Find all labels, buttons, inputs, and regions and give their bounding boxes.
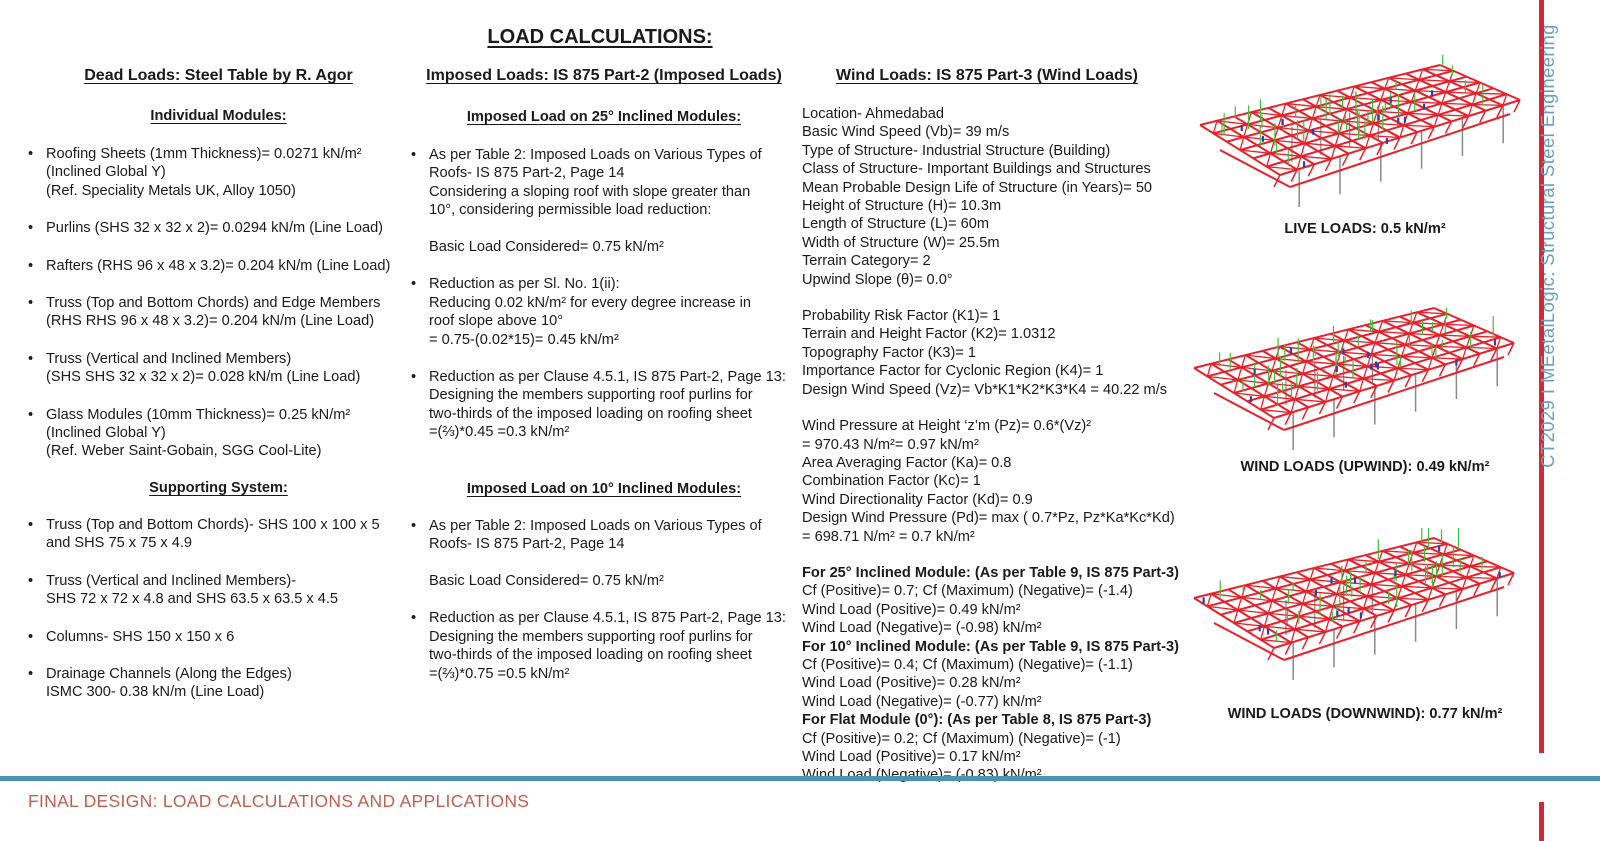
list-item-line: = 0.75-(0.02*15)= 0.45 kN/m² bbox=[429, 331, 619, 348]
list-item-line: (SHS SHS 32 x 32 x 2)= 0.028 kN/m (Line Load) bbox=[46, 369, 361, 386]
list-item bbox=[26, 257, 411, 275]
list-item-line: Basic Load Considered= 0.75 kN/m² bbox=[429, 239, 664, 256]
list-item-line: SHS 72 x 72 x 4.8 and SHS 63.5 x 63.5 x 4.5 bbox=[46, 591, 339, 608]
wind-line: Upwind Slope (θ)= 0.0° bbox=[802, 271, 953, 288]
list-item-line: two-thirds of the imposed loading on roofing sheet bbox=[429, 405, 752, 422]
wind-downwind-model bbox=[1184, 528, 1524, 693]
list-item bbox=[26, 406, 411, 461]
supporting-system-heading: Supporting System: bbox=[149, 479, 288, 496]
individual-modules-list bbox=[26, 145, 411, 461]
list-item bbox=[26, 572, 411, 609]
course-label: CT2029 I MEetalLogic: Structural Steel Engineering bbox=[1537, 24, 1558, 468]
accent-bar-bottom bbox=[1539, 802, 1544, 841]
list-item-line: roof slope above 10° bbox=[429, 313, 564, 330]
wind-line: Cf (Positive)= 0.7; Cf (Maximum) (Negative)= (-1.4) bbox=[802, 583, 1133, 600]
wind-downwind-caption: WIND LOADS (DOWNWIND): 0.77 kN/m² bbox=[1227, 706, 1503, 722]
wind-line: Area Averaging Factor (Ka)= 0.8 bbox=[802, 454, 1012, 471]
list-item-line: • As per Table 2: Imposed Loads on Various Types of bbox=[429, 517, 762, 534]
wind-line: For 10° Inclined Module: (As per Table 9, IS 875 Part-3) bbox=[802, 638, 1179, 655]
wind-line: = 970.43 N/m²= 0.97 kN/m² bbox=[802, 436, 979, 453]
list-item bbox=[26, 219, 411, 237]
list-item-line: • Roofing Sheets (1mm Thickness)= 0.0271 kN/m² bbox=[46, 146, 362, 162]
wind-line: Wind Load (Negative)= (-0.77) kN/m² bbox=[802, 693, 1042, 710]
wind-line: Mean Probable Design Life of Structure (in Years)= 50 bbox=[802, 179, 1153, 196]
list-item-line: Designing the members supporting roof purlins for bbox=[429, 387, 753, 404]
wind-line: Cf (Positive)= 0.4; Cf (Maximum) (Negative)= (-1.1) bbox=[802, 656, 1133, 673]
list-item-line: Reducing 0.02 kN/m² for every degree increase in bbox=[429, 294, 752, 311]
list-item bbox=[409, 368, 799, 442]
list-item-line: ISMC 300- 0.38 kN/m (Line Load) bbox=[46, 684, 265, 701]
list-item-line: Basic Load Considered= 0.75 kN/m² bbox=[429, 572, 664, 589]
wind-line: Topography Factor (K3)= 1 bbox=[802, 344, 976, 361]
wind-line: Wind Load (Negative)= (-0.98) kN/m² bbox=[802, 620, 1042, 637]
list-item bbox=[26, 516, 411, 553]
dead-loads-heading: Dead Loads: Steel Table by R. Agor bbox=[84, 67, 353, 84]
list-item-line: • Purlins (SHS 32 x 32 x 2)= 0.0294 kN/m (Line Load) bbox=[46, 220, 384, 237]
list-item-line: (RHS RHS 96 x 48 x 3.2)= 0.204 kN/m (Line Load) bbox=[46, 313, 375, 330]
list-item-line: • Truss (Vertical and Inclined Members) bbox=[46, 350, 292, 367]
wind-line: Wind Load (Positive)= 0.17 kN/m² bbox=[802, 749, 1021, 765]
list-item-line: 10°, considering permissible load reduction: bbox=[429, 202, 712, 219]
wind-upwind-caption: WIND LOADS (UPWIND): 0.49 kN/m² bbox=[1240, 459, 1490, 475]
wind-line: Combination Factor (Kc)= 1 bbox=[802, 473, 981, 490]
list-item-line: =(⅔)*0.75 =0.5 kN/m² bbox=[429, 665, 570, 682]
wind-line: Wind Load (Positive)= 0.49 kN/m² bbox=[802, 601, 1021, 618]
list-item bbox=[26, 294, 411, 331]
list-item-line: • Columns- SHS 150 x 150 x 6 bbox=[46, 628, 235, 645]
list-item-line: • Truss (Vertical and Inclined Members)- bbox=[46, 572, 297, 589]
list-item-line: (Ref. Speciality Metals UK, Alloy 1050) bbox=[46, 182, 296, 199]
wind-line: Wind Load (Positive)= 0.28 kN/m² bbox=[802, 675, 1021, 692]
list-item-line: • As per Table 2: Imposed Loads on Various Types of bbox=[429, 147, 762, 163]
list-item bbox=[26, 628, 411, 646]
wind-line: Cf (Positive)= 0.2; Cf (Maximum) (Negative)= (-1) bbox=[802, 730, 1121, 747]
list-item-line: • Drainage Channels (Along the Edges) bbox=[46, 665, 292, 682]
list-item-line bbox=[429, 220, 799, 238]
list-item-line: • Reduction as per Clause 4.5.1, IS 875 Part-2, Page 13: bbox=[429, 369, 786, 386]
list-item-line: (Inclined Global Y) bbox=[46, 164, 166, 181]
wind-line: For 25° Inclined Module: (As per Table 9, IS 875 Part-3) bbox=[802, 564, 1179, 581]
list-item bbox=[409, 146, 799, 256]
list-item-line: • Reduction as per Sl. No. 1(ii): bbox=[429, 276, 620, 293]
wind-line: Basic Wind Speed (Vb)= 39 m/s bbox=[802, 124, 1010, 141]
wind-line: Wind Pressure at Height ‘z’m (Pz)= 0.6*(Vz)² bbox=[802, 418, 1092, 435]
list-item-line: (Inclined Global Y) bbox=[46, 425, 166, 442]
individual-modules-heading: Individual Modules: bbox=[150, 108, 287, 124]
list-item-line: (Ref. Weber Saint-Gobain, SGG Cool-Lite) bbox=[46, 443, 322, 460]
truss-frame-drawing bbox=[1184, 528, 1524, 693]
wind-line: Design Wind Pressure (Pd)= max ( 0.7*Pz, Pz*Ka*Kc*Kd) bbox=[802, 510, 1175, 527]
list-item-line: Roofs- IS 875 Part-2, Page 14 bbox=[429, 165, 625, 182]
wind-loads-heading: Wind Loads: IS 875 Part-3 (Wind Loads) bbox=[836, 67, 1138, 84]
list-item-line: • Glass Modules (10mm Thickness)= 0.25 kN/m² bbox=[46, 406, 351, 423]
wind-pressure-calc bbox=[802, 417, 1175, 546]
wind-line: For Flat Module (0°): (As per Table 8, IS 875 Part-3) bbox=[802, 712, 1152, 729]
list-item-line: two-thirds of the imposed loading on roofing sheet bbox=[429, 647, 752, 664]
wind-upwind-model bbox=[1184, 298, 1524, 463]
wind-loads-column bbox=[802, 66, 1179, 785]
footer-rule bbox=[0, 776, 1600, 781]
inclined-25-heading: Imposed Load on 25° Inclined Modules: bbox=[466, 109, 742, 125]
wind-line: Class of Structure- Important Buildings and Structures bbox=[802, 161, 1151, 178]
wind-line: Wind Directionality Factor (Kd)= 0.9 bbox=[802, 491, 1033, 508]
wind-line: Probability Risk Factor (K1)= 1 bbox=[802, 308, 1001, 325]
wind-site-parameters bbox=[802, 105, 1172, 289]
wind-line: Terrain Category= 2 bbox=[802, 253, 931, 270]
list-item-line: Roofs- IS 875 Part-2, Page 14 bbox=[429, 536, 625, 553]
footer-title: FINAL DESIGN: LOAD CALCULATIONS AND APPLICATIONS bbox=[28, 791, 530, 811]
dead-loads-column bbox=[26, 66, 411, 702]
wind-line: = 698.71 N/m² = 0.7 kN/m² bbox=[802, 528, 975, 545]
wind-line: Height of Structure (H)= 10.3m bbox=[802, 198, 1002, 215]
list-item-line: and SHS 75 x 75 x 4.9 bbox=[46, 535, 193, 552]
wind-module-loads bbox=[802, 564, 1179, 785]
imposed-loads-heading: Imposed Loads: IS 875 Part-2 (Imposed Loads) bbox=[426, 67, 782, 84]
wind-line: Location- Ahmedabad bbox=[802, 106, 944, 122]
wind-line: Importance Factor for Cyclonic Region (K4)= 1 bbox=[802, 363, 1104, 380]
live-loads-caption: LIVE LOADS: 0.5 kN/m² bbox=[1284, 221, 1446, 237]
list-item-line: Designing the members supporting roof purlins for bbox=[429, 628, 753, 645]
truss-frame-drawing bbox=[1190, 55, 1530, 220]
imposed-loads-column bbox=[409, 66, 799, 683]
list-item-line: • Truss (Top and Bottom Chords) and Edge Members bbox=[46, 295, 381, 312]
wind-factors bbox=[802, 307, 1172, 399]
list-item-line: =(⅔)*0.45 =0.3 kN/m² bbox=[429, 424, 570, 441]
inclined-10-list bbox=[409, 517, 799, 683]
live-loads-model bbox=[1190, 55, 1530, 220]
wind-line: Width of Structure (W)= 25.5m bbox=[802, 234, 1000, 251]
list-item-line bbox=[429, 554, 799, 572]
truss-frame-drawing bbox=[1184, 298, 1524, 463]
list-item-line: • Rafters (RHS 96 x 48 x 3.2)= 0.204 kN/m (Line Load) bbox=[46, 257, 391, 274]
list-item-line: • Reduction as per Clause 4.5.1, IS 875 Part-2, Page 13: bbox=[429, 610, 786, 627]
list-item-line: Considering a sloping roof with slope greater than bbox=[429, 183, 751, 200]
list-item bbox=[26, 350, 411, 387]
inclined-10-heading: Imposed Load on 10° Inclined Modules: bbox=[466, 480, 742, 497]
list-item bbox=[26, 145, 411, 200]
wind-line: Design Wind Speed (Vz)= Vb*K1*K2*K3*K4 = 40.22 m/s bbox=[802, 381, 1168, 398]
wind-line: Terrain and Height Factor (K2)= 1.0312 bbox=[802, 326, 1056, 343]
list-item bbox=[409, 609, 799, 683]
wind-line: Type of Structure- Industrial Structure (Building) bbox=[802, 142, 1111, 159]
list-item bbox=[409, 517, 799, 591]
list-item-line: • Truss (Top and Bottom Chords)- SHS 100 x 100 x 5 bbox=[46, 516, 380, 533]
inclined-25-list bbox=[409, 146, 799, 442]
supporting-system-list bbox=[26, 516, 411, 702]
wind-line: Length of Structure (L)= 60m bbox=[802, 216, 989, 233]
list-item bbox=[26, 665, 411, 702]
page-title: LOAD CALCULATIONS: bbox=[487, 26, 713, 48]
list-item bbox=[409, 275, 799, 349]
